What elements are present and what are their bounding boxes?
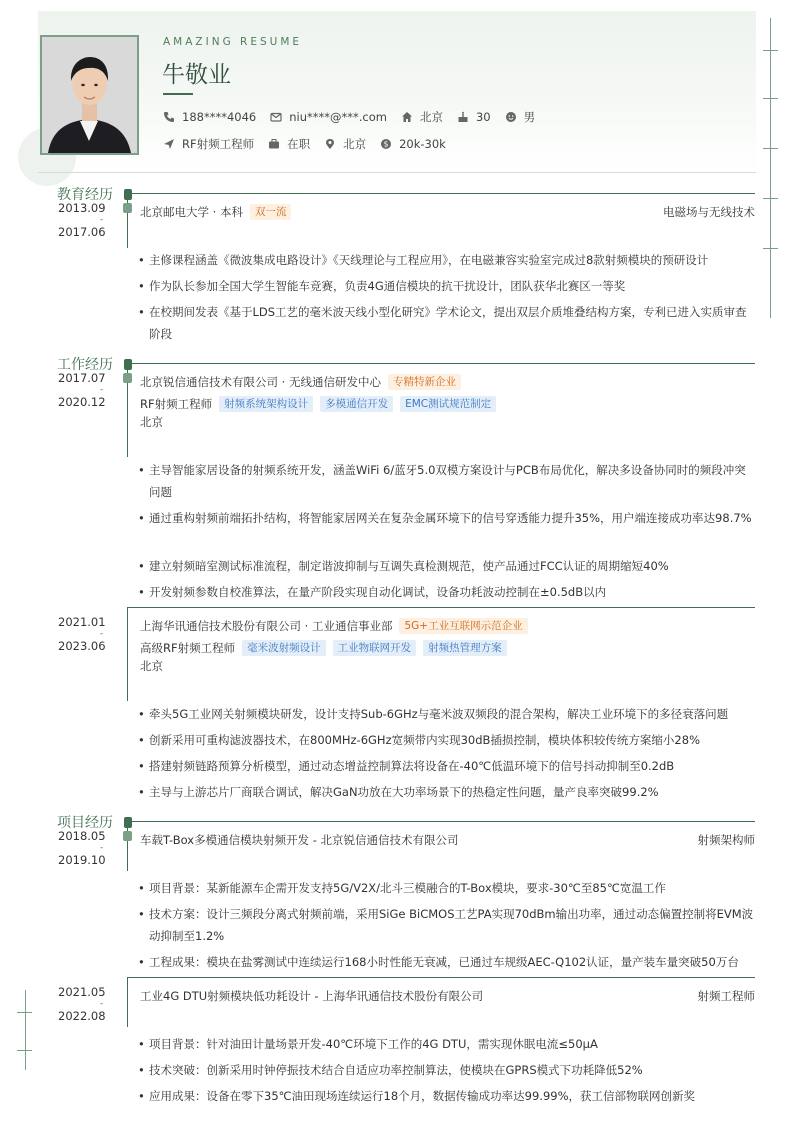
end-date: 2023.06	[58, 639, 106, 653]
cake-icon	[457, 111, 469, 123]
skill-tag: 射频热管理方案	[423, 640, 507, 656]
company-line	[140, 374, 461, 390]
mail-icon	[270, 111, 282, 123]
start-date: 2018.05	[58, 829, 106, 843]
project-name: 工业4G DTU射频模块低功耗设计 - 上海华讯通信技术股份有限公司	[140, 989, 484, 1003]
start-date: 2013.09	[58, 201, 106, 215]
list-item: • 工程成果：模块在盐雾测试中连续运行168小时性能无衰减，已通过车规级AEC-Q102认证，量产装车量突破50万台	[138, 955, 739, 969]
svg-text:$: $	[383, 139, 389, 149]
entry-marker	[123, 831, 132, 841]
role-line	[140, 396, 496, 412]
job-status	[268, 136, 310, 152]
entry-marker	[123, 203, 132, 213]
list-item: • 作为队长参加全国大学生智能车竞赛，负责4G通信模块的抗干扰设计，团队获华北赛区一等奖	[138, 279, 626, 293]
end-date: 2022.08	[58, 1009, 106, 1023]
school-line	[140, 204, 291, 220]
contact-gender	[505, 109, 536, 125]
entry-rule	[127, 193, 128, 248]
list-item: • 建立射频暗室测试标准流程，制定谐波抑制与互调失真检测规范，使产品通过FCC认证的周期缩短40%	[138, 559, 669, 573]
decorative-tick	[763, 248, 778, 249]
skill-tag: 射频系统架构设计	[219, 396, 313, 412]
date-separator: -	[100, 843, 104, 853]
company-tag: 专精特新企业	[388, 374, 461, 390]
decorative-left-rule	[25, 990, 26, 1070]
candidate-name: 牛敬业	[162, 62, 231, 88]
section-title-education: 教育经历	[57, 187, 113, 203]
resume-label: AMAZING RESUME	[163, 36, 303, 48]
entry-rule	[127, 607, 128, 701]
project-role: 射频工程师	[697, 989, 755, 1003]
age-text: 30	[475, 110, 491, 124]
home-text: 北京	[419, 110, 443, 124]
start-date: 2021.05	[58, 985, 106, 999]
role-name: 高级RF射频工程师	[140, 641, 236, 655]
end-date: 2020.12	[58, 395, 106, 409]
money-icon	[380, 138, 392, 150]
decorative-tick	[763, 198, 778, 199]
entry-rule	[127, 977, 128, 1027]
list-item: • 技术方案：设计三频段分离式射频前端，采用SiGe BiCMOS工艺PA实现70dBm输出功率，通过动态偏置控制将EVM波动抑制至1.2%	[138, 907, 754, 943]
contact-home	[401, 109, 443, 125]
section-line	[128, 821, 755, 822]
contact-email	[270, 110, 387, 124]
header-divider	[38, 172, 756, 173]
decorative-tick	[17, 1012, 32, 1013]
major: 电磁场与无线技术	[663, 205, 755, 219]
list-item: • 开发射频参数自校准算法，在量产阶段实现自动化调试，设备功耗波动控制在±0.5dB以内	[138, 585, 607, 599]
list-item: • 应用成果：设备在零下35℃油田现场连续运行18个月，数据传输成功率达99.99%，获工信部物联网创新奖	[138, 1089, 696, 1103]
job-row	[163, 136, 460, 152]
position-text: RF射频工程师	[182, 137, 255, 151]
job-location	[324, 136, 366, 152]
decorative-right-rule	[770, 18, 771, 318]
list-item: • 创新采用可重构滤波器技术，在800MHz-6GHz宽频带内实现30dB插损控制，模块体积较传统方案缩小28%	[138, 733, 700, 747]
company-name: 北京锐信通信技术有限公司 · 无线通信研发中心	[140, 375, 381, 389]
entry-divider	[127, 977, 755, 978]
project-name: 车载T-Box多模通信模块射频开发 - 北京锐信通信技术有限公司	[140, 833, 459, 847]
list-item: • 项目背景：某新能源车企需开发支持5G/V2X/北斗三模融合的T-Box模块，要求-30℃至85℃宽温工作	[138, 881, 666, 895]
role-line	[140, 640, 507, 656]
company-tag: 5G+工业互联网示范企业	[399, 618, 527, 634]
work-city: 北京	[140, 415, 163, 429]
section-line	[128, 363, 755, 364]
section-title-work: 工作经历	[57, 357, 113, 373]
briefcase-icon	[268, 138, 280, 150]
contact-age	[457, 110, 491, 124]
decorative-tick	[763, 148, 778, 149]
decorative-tick	[763, 50, 778, 51]
list-item: • 技术突破：创新采用时钟停振技术结合自适应功率控制算法，使模块在GPRS模式下功耗降低52%	[138, 1063, 643, 1077]
salary-text: 20k-30k	[399, 137, 446, 151]
location-icon	[324, 138, 336, 150]
smile-icon	[505, 111, 517, 123]
phone-text: 188****4046	[182, 110, 257, 124]
list-item: • 主导与上游芯片厂商联合调试，解决GaN功放在大功率场景下的热稳定性问题，量产良率突破99.2%	[138, 785, 659, 799]
work-city: 北京	[140, 659, 163, 673]
entry-marker	[123, 373, 132, 383]
school-tag: 双一流	[250, 204, 292, 220]
section-line	[128, 193, 755, 194]
date-separator: -	[100, 629, 104, 639]
role-name: RF射频工程师	[140, 397, 213, 411]
company-line	[140, 618, 528, 634]
date-separator: -	[100, 999, 104, 1009]
location-text: 北京	[343, 137, 367, 151]
section-marker	[124, 189, 132, 200]
list-item: • 主修课程涵盖《微波集成电路设计》《天线理论与工程应用》，在电磁兼容实验室完成过8款射频模块的预研设计	[138, 253, 709, 267]
section-marker	[124, 359, 132, 370]
start-date: 2017.07	[58, 371, 106, 385]
school-name: 北京邮电大学 · 本科	[140, 205, 243, 219]
status-text: 在职	[287, 137, 311, 151]
list-item: • 在校期间发表《基于LDS工艺的毫米波天线小型化研究》学术论文，提出双层介质堆叠结构方案，专利已进入实质审查阶段	[138, 305, 747, 341]
gender-text: 男	[523, 110, 536, 124]
profile-photo	[40, 35, 139, 155]
phone-icon	[163, 111, 175, 123]
list-item: • 项目背景：针对油田计量场景开发-40℃环境下工作的4G DTU，需实现休眠电流≤50μA	[138, 1037, 598, 1051]
decorative-tick	[17, 1050, 32, 1051]
home-icon	[401, 111, 413, 123]
entry-rule	[127, 821, 128, 871]
contact-phone	[163, 110, 256, 124]
skill-tag: 工业物联网开发	[333, 640, 417, 656]
skill-tag: 毫米波射频设计	[242, 640, 326, 656]
end-date: 2017.06	[58, 225, 106, 239]
date-separator: -	[100, 215, 104, 225]
skill-tag: 多模通信开发	[320, 396, 393, 412]
skill-tag: EMC测试规范制定	[400, 396, 496, 412]
decorative-tick	[763, 98, 778, 99]
email-text: niu****@***.com	[289, 110, 387, 124]
section-title-projects: 项目经历	[57, 815, 113, 831]
list-item: • 搭建射频链路预算分析模型，通过动态增益控制算法将设备在-40℃低温环境下的信号抖动抑制至0.2dB	[138, 759, 675, 773]
section-marker	[124, 817, 132, 828]
date-separator: -	[100, 385, 104, 395]
contact-row	[163, 109, 549, 125]
name-underline	[163, 93, 193, 95]
start-date: 2021.01	[58, 615, 106, 629]
job-salary	[380, 137, 446, 151]
job-position	[163, 136, 254, 152]
send-icon	[163, 138, 175, 150]
list-item: • 牵头5G工业网关射频模块研发，设计支持Sub-6GHz与毫米波双频段的混合架构，解决工业环境下的多径衰落问题	[138, 707, 729, 721]
project-role: 射频架构师	[697, 833, 755, 847]
entry-divider	[127, 607, 755, 608]
list-item: • 主导智能家居设备的射频系统开发，涵盖WiFi 6/蓝牙5.0双模方案设计与PCB布局优化，解决多设备协同时的频段冲突问题	[138, 463, 746, 499]
list-item: • 通过重构射频前端拓扑结构，将智能家居网关在复杂金属环境下的信号穿透能力提升35%，用户端连接成功率达98.7%	[138, 511, 752, 525]
company-name: 上海华讯通信技术股份有限公司 · 工业通信事业部	[140, 619, 393, 633]
end-date: 2019.10	[58, 853, 106, 867]
